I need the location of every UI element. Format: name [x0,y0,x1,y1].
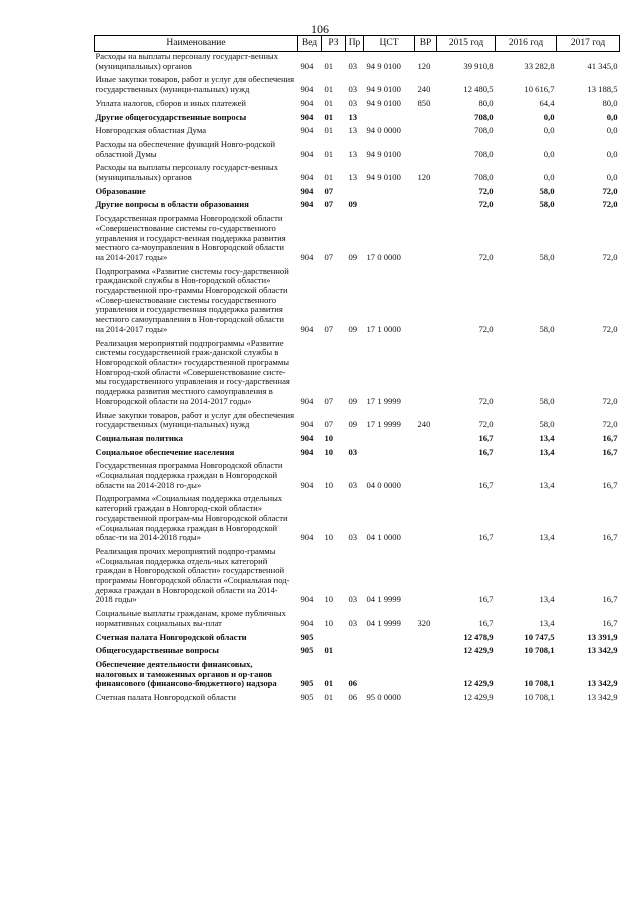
table-row [95,95,620,109]
row-2016: 10 708,1 [524,678,555,689]
budget-table [94,35,620,703]
row-name: Государственная программа Новгородской области «Социальная поддержка граждан в Новгородской области на 2014-2018 го-ды» [95,460,283,490]
table-row [95,159,620,182]
row-pr: 03 [348,84,358,95]
table-row [95,629,620,643]
row-2016: 58,0 [539,395,555,406]
row-2015: 12 478,9 [463,631,494,642]
table-row [95,122,620,136]
row-ved: 904 [300,84,314,95]
row-name: Социальное обеспечение населения [95,446,235,457]
row-ved: 904 [300,199,314,210]
row-2017: 72,0 [602,323,618,334]
row-cst: 94 9 0100 [366,97,401,108]
row-ved: 904 [300,617,314,628]
row-2017: 13 188,5 [587,84,618,95]
row-cst: 17 1 9999 [366,395,401,406]
row-vr [415,196,437,210]
row-name: Социальная политика [95,432,183,443]
row-name: Расходы на выплаты персоналу государст-венных (муниципальных) органов [95,162,278,183]
row-name: Другие общегосударственные вопросы [95,111,247,122]
row-2015: 72,0 [478,251,494,262]
row-cst [364,642,415,656]
row-name: Социальные выплаты гражданам, кроме публичных нормативных социальных вы-плат [95,608,286,628]
row-2016: 33 282,8 [524,60,555,71]
row-cst [364,196,415,210]
row-2017: 13 342,9 [587,645,618,656]
table-row [95,52,620,72]
row-2016: 64,4 [539,97,555,108]
row-rz: 07 [324,199,334,210]
row-2016: 10 708,1 [524,692,555,703]
row-pr: 03 [348,97,358,108]
row-cst: 17 1 0000 [366,323,401,334]
row-pr: 13 [348,111,358,122]
row-vr [415,444,437,458]
row-ved: 904 [300,594,314,605]
row-vr [415,629,437,643]
row-rz: 01 [324,111,334,122]
table-row [95,656,620,689]
row-vr: 850 [417,97,431,108]
row-2017: 16,7 [602,532,618,543]
row-name: Обеспечение деятельности финансовых, налоговых и таможенных органов и ор-ганов финансового (финансово-бюджетного) надзора [95,658,277,689]
row-2017: 16,7 [602,446,618,457]
row-vr: 120 [417,60,431,71]
row-2016: 0,0 [543,111,555,122]
row-2017: 0,0 [606,125,618,136]
row-name: Счетная палата Новгородской области [95,631,247,642]
row-2016: 0,0 [543,148,555,159]
row-2015: 16,7 [478,479,494,490]
row-pr: 06 [348,692,358,703]
row-pr: 03 [348,60,358,71]
row-2015: 16,7 [478,446,494,457]
row-rz: 01 [324,84,334,95]
row-rz: 01 [324,125,334,136]
header-rz: РЗ [322,36,346,52]
row-ved: 904 [300,251,314,262]
row-2015: 708,0 [474,111,494,122]
row-vr [415,457,437,490]
row-cst: 95 0 0000 [366,692,401,703]
table-row [95,109,620,123]
row-vr: 320 [417,617,431,628]
header-2016: 2016 год [496,36,557,52]
row-rz: 01 [324,678,334,689]
row-2017: 72,0 [602,199,618,210]
row-vr [415,490,437,543]
row-pr: 03 [348,617,358,628]
row-pr [346,642,364,656]
header-cst: ЦСТ [364,36,415,52]
row-2016: 13,4 [539,617,555,628]
row-ved: 905 [300,678,314,689]
row-cst [364,444,415,458]
row-2016: 58,0 [539,323,555,334]
row-2017: 13 342,9 [587,692,618,703]
row-pr: 06 [348,678,358,689]
row-2015: 72,0 [478,199,494,210]
table-row [95,71,620,94]
table-row [95,196,620,210]
row-vr [415,183,437,197]
row-2016: 10 747,5 [524,631,555,642]
row-ved: 905 [300,645,314,656]
row-rz: 07 [324,251,334,262]
row-2015: 708,0 [474,148,494,159]
row-rz: 10 [324,479,334,490]
table-row [95,490,620,543]
row-vr: 240 [417,84,431,95]
row-cst [364,656,415,689]
row-name: Счетная палата Новгородской области [95,692,236,703]
row-ved: 904 [300,532,314,543]
row-cst: 94 9 0100 [366,60,401,71]
row-name: Расходы на обеспечение функций Новго-родской областной Думы [95,138,276,159]
row-name: Иные закупки товаров, работ и услуг для обеспечения государственных (муници-пальных) нужд [95,409,295,430]
row-2017: 13 342,9 [587,678,618,689]
table-row [95,210,620,263]
row-pr: 09 [348,199,358,210]
row-2016: 58,0 [539,419,555,430]
row-pr: 13 [348,125,358,136]
row-pr: 09 [348,251,358,262]
row-pr [346,629,364,643]
row-2017: 16,7 [602,479,618,490]
row-2016: 58,0 [539,199,555,210]
row-rz: 10 [324,432,334,443]
row-2016: 58,0 [539,185,555,196]
row-2015: 12 429,9 [463,645,494,656]
row-ved: 904 [300,419,314,430]
header-name: Наименование [95,36,298,52]
row-vr: 240 [417,419,431,430]
row-cst: 17 1 9999 [366,419,401,430]
row-rz: 01 [324,692,334,703]
row-pr [346,183,364,197]
table-row [95,263,620,335]
row-2015: 39 910,8 [463,60,494,71]
row-rz: 01 [324,172,334,183]
table-row [95,689,620,703]
row-ved: 904 [300,479,314,490]
row-2016: 10 708,1 [524,645,555,656]
row-2015: 72,0 [478,185,494,196]
header-pr: Пр [346,36,364,52]
row-2017: 0,0 [606,148,618,159]
row-cst [364,629,415,643]
row-cst: 04 1 9999 [366,617,401,628]
row-2015: 12 429,9 [463,692,494,703]
row-cst [364,430,415,444]
row-name: Иные закупки товаров, работ и услуг для обеспечения государственных (муници-пальных) нужд [95,74,295,95]
row-2017: 0,0 [606,111,618,122]
row-ved: 904 [300,97,314,108]
row-name: Реализация прочих мероприятий подпро-граммы «Социальная поддержка отдель-ных категорий граждан в Новгородской области» государственной программы Новгородской области «Социальная под-держка граждан в Новгородской области на 2014-2018 годы» [95,545,290,605]
row-pr: 03 [348,532,358,543]
row-2016: 0,0 [543,172,555,183]
table-row [95,407,620,430]
row-cst: 04 1 9999 [366,594,401,605]
row-2017: 16,7 [602,432,618,443]
row-2015: 16,7 [478,432,494,443]
table-row [95,605,620,628]
row-name: Государственная программа Новгородской области «Совершенствование системы го-сударственного управления и государст-венная поддержка развития местного са-моуправления в Новгородской области на 2014-2017 годы» [95,213,286,262]
row-pr [346,430,364,444]
row-2015: 12 480,5 [463,84,494,95]
row-2015: 72,0 [478,395,494,406]
row-cst: 04 0 0000 [366,479,401,490]
row-2015: 80,0 [478,97,494,108]
row-2016: 10 616,7 [524,84,555,95]
header-2017: 2017 год [557,36,620,52]
row-name: Реализация мероприятий подпрограммы «Развитие системы государственной граж-данской службы в Новгородской области» государственной программы Новгород-ской области «Совершенствование систе-мы государственного управления и госу-дарственная поддержка развития местного самоуправления в Новгородской области на 2014-2017 годы» [95,337,290,406]
row-2016: 13,4 [539,479,555,490]
row-cst: 94 9 0100 [366,84,401,95]
row-vr [415,210,437,263]
table-row [95,543,620,605]
row-vr [415,122,437,136]
row-cst: 94 9 0100 [366,148,401,159]
row-vr [415,543,437,605]
row-pr: 13 [348,172,358,183]
row-pr: 09 [348,323,358,334]
row-vr [415,335,437,407]
header-ved: Вед [298,36,322,52]
row-ved: 904 [300,60,314,71]
row-2017: 72,0 [602,395,618,406]
row-2017: 13 391,9 [587,631,618,642]
row-2016: 13,4 [539,432,555,443]
row-rz: 01 [324,645,334,656]
row-2015: 708,0 [474,172,494,183]
table-row [95,642,620,656]
row-ved: 905 [300,631,314,642]
row-name: Подпрограмма «Развитие системы госу-дарственной гражданской службы в Нов-городской области» государственной про-граммы Новгородской области «Совер-шенствование системы государственного управления и государственная поддержка развития местного самоуправления в Нов-городской области на 2014-2017 годы» [95,265,289,334]
row-2016: 13,4 [539,594,555,605]
row-name: Подпрограмма «Социальная поддержка отдельных категорий граждан в Новгород-ской области» государственной програм-мы Новгородской области «Социальная поддержка граждан в Новгородской облас-ти на 2014-2018 годы» [95,493,288,543]
row-ved: 904 [300,446,314,457]
row-name: Образование [95,185,146,196]
table-row [95,444,620,458]
row-rz [322,629,346,643]
row-2015: 16,7 [478,617,494,628]
row-ved: 905 [300,692,314,703]
row-rz: 10 [324,594,334,605]
row-2017: 16,7 [602,617,618,628]
table-row [95,183,620,197]
row-rz: 10 [324,532,334,543]
row-pr: 09 [348,419,358,430]
row-vr [415,689,437,703]
table-header [95,36,620,52]
header-vr: ВР [415,36,437,52]
row-pr: 03 [348,479,358,490]
row-vr [415,136,437,159]
row-2015: 16,7 [478,532,494,543]
table-row [95,335,620,407]
row-cst [364,109,415,123]
row-cst [364,183,415,197]
row-2015: 708,0 [474,125,494,136]
row-cst: 94 9 0100 [366,172,401,183]
row-vr [415,263,437,335]
row-ved: 904 [300,148,314,159]
row-rz: 07 [324,419,334,430]
row-vr: 120 [417,172,431,183]
table-row [95,136,620,159]
row-vr [415,642,437,656]
row-name: Другие вопросы в области образования [95,199,249,210]
row-cst: 94 0 0000 [366,125,401,136]
row-name: Общегосударственные вопросы [95,645,219,656]
row-pr: 09 [348,395,358,406]
row-2017: 72,0 [602,419,618,430]
row-name: Новгородская областная Дума [95,125,207,136]
row-rz: 01 [324,148,334,159]
row-2017: 16,7 [602,594,618,605]
row-ved: 904 [300,432,314,443]
row-2017: 41 345,0 [587,60,618,71]
row-rz: 10 [324,446,334,457]
row-pr: 03 [348,446,358,457]
row-pr: 03 [348,594,358,605]
row-ved: 904 [300,125,314,136]
row-2017: 80,0 [602,97,618,108]
row-vr [415,430,437,444]
row-rz: 01 [324,60,334,71]
row-ved: 904 [300,111,314,122]
row-name: Уплата налогов, сборов и иных платежей [95,97,247,108]
row-2015: 72,0 [478,323,494,334]
row-2015: 16,7 [478,594,494,605]
row-rz: 07 [324,185,334,196]
row-ved: 904 [300,395,314,406]
row-2016: 0,0 [543,125,555,136]
row-2017: 0,0 [606,172,618,183]
row-vr [415,109,437,123]
table-row [95,457,620,490]
page-number: 106 [311,22,329,36]
row-ved: 904 [300,172,314,183]
row-2017: 72,0 [602,185,618,196]
row-2015: 72,0 [478,419,494,430]
table-body [95,52,620,703]
row-2016: 58,0 [539,251,555,262]
row-2016: 13,4 [539,446,555,457]
table-row [95,430,620,444]
row-vr [415,656,437,689]
row-2015: 12 429,9 [463,678,494,689]
row-name: Расходы на выплаты персоналу государст-венных (муниципальных) органов [95,51,278,71]
row-rz: 07 [324,395,334,406]
row-pr: 13 [348,148,358,159]
row-rz: 10 [324,617,334,628]
row-ved: 904 [300,323,314,334]
row-2017: 72,0 [602,251,618,262]
row-rz: 01 [324,97,334,108]
row-cst: 17 0 0000 [366,251,401,262]
row-cst: 04 1 0000 [366,532,401,543]
row-ved: 904 [300,185,314,196]
header-2015: 2015 год [437,36,496,52]
row-rz: 07 [324,323,334,334]
row-2016: 13,4 [539,532,555,543]
